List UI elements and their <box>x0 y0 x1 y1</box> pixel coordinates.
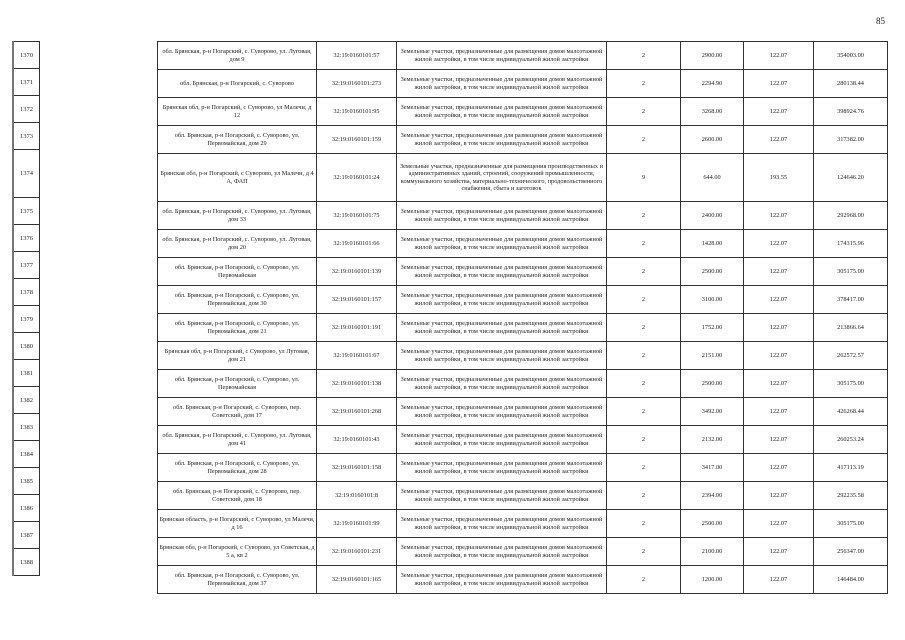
address-cell: обл. Брянская, р-н Погарский, с. Суворово, пер. Советский, дом 17 <box>158 398 317 426</box>
group-code-cell: 2 <box>607 314 681 342</box>
row-number-row <box>13 150 40 198</box>
row-number-row <box>13 198 40 225</box>
page-number: 85 <box>876 16 885 26</box>
cadastral-value-cell: 305175.00 <box>814 258 888 286</box>
cadastral-number-cell: 32:19:0160101:8 <box>317 482 397 510</box>
area-cell: 2400.00 <box>681 202 744 230</box>
area-cell: 644.00 <box>681 154 744 202</box>
land-use-description-cell: Земельные участки, предназначенные для размещения домов малоэтажной жилой застройки, в том числе индивидуальной жилой застройки <box>397 566 607 594</box>
group-code-cell: 2 <box>607 398 681 426</box>
address-cell: обл. Брянская, р-н Погарский, с. Суворово, ул. Первомайская, дом 21 <box>158 314 317 342</box>
cadastral-number-cell: 32:19:0160101:159 <box>317 126 397 154</box>
area-cell: 2294.90 <box>681 70 744 98</box>
table-row <box>158 230 888 258</box>
address-cell: обл. Брянская, р-н Погарский, с. Суворово, ул. Луговая, дом 9 <box>158 42 317 70</box>
address-cell: обл. Брянская, р-н Погарский, с. Суворово, ул. Луговая, дом 33 <box>158 202 317 230</box>
row-number-row <box>13 96 40 123</box>
cadastral-value-cell: 305175.00 <box>814 370 888 398</box>
land-use-description-cell: Земельные участки, предназначенные для размещения домов малоэтажной жилой застройки, в том числе индивидуальной жилой застройки <box>397 398 607 426</box>
table-row <box>158 538 888 566</box>
group-code-cell: 2 <box>607 98 681 126</box>
group-code-cell: 2 <box>607 342 681 370</box>
table-row <box>158 426 888 454</box>
area-cell: 2100.00 <box>681 538 744 566</box>
land-use-description-cell: Земельные участки, предназначенные для размещения домов малоэтажной жилой застройки, в том числе индивидуальной жилой застройки <box>397 314 607 342</box>
address-cell: обл. Брянская, р-н Погарский, с. Суворово, ул. Первомайская, дом 37 <box>158 566 317 594</box>
group-code-cell: 2 <box>607 454 681 482</box>
group-code-cell: 2 <box>607 538 681 566</box>
row-number-row <box>13 414 40 441</box>
group-code-cell: 2 <box>607 42 681 70</box>
table-row <box>158 286 888 314</box>
cadastral-rate-cell: 122.07 <box>744 482 814 510</box>
address-cell: Брянская обл, р-н Погарский, с Суворово, ул Луговая, дом 21 <box>158 342 317 370</box>
cadastral-value-cell: 354003.00 <box>814 42 888 70</box>
row-number-cell: 1379 <box>13 306 40 333</box>
row-number-row <box>13 42 40 69</box>
land-use-description-cell: Земельные участки, предназначенные для размещения домов малоэтажной жилой застройки, в том числе индивидуальной жилой застройки <box>397 454 607 482</box>
address-cell: обл. Брянская, р-н Погарский, с. Суворово, ул. Первомайская <box>158 370 317 398</box>
table-row <box>158 398 888 426</box>
row-number-row <box>13 333 40 360</box>
cadastral-value-cell: 260253.24 <box>814 426 888 454</box>
cadastral-rate-cell: 122.07 <box>744 314 814 342</box>
group-code-cell: 2 <box>607 126 681 154</box>
address-cell: Брянская обл, р-н Погарский, с Суворово, ул Советская, д 5 а, кв 2 <box>158 538 317 566</box>
cadastral-value-cell: 262572.57 <box>814 342 888 370</box>
cadastral-number-cell: 32:19:0160101:24 <box>317 154 397 202</box>
cadastral-rate-cell: 122.07 <box>744 42 814 70</box>
cadastral-number-cell: 32:19:0160101:75 <box>317 202 397 230</box>
cadastral-rate-cell: 122.07 <box>744 286 814 314</box>
table-row <box>158 342 888 370</box>
row-number-row <box>13 549 40 576</box>
address-cell: обл. Брянская, р-н Погарский, с. Суворово, ул. Первомайская, дом 29 <box>158 126 317 154</box>
group-code-cell: 2 <box>607 426 681 454</box>
cadastral-number-cell: 32:19:0160101:66 <box>317 230 397 258</box>
area-cell: 2132.00 <box>681 426 744 454</box>
row-number-row <box>13 522 40 549</box>
address-cell: обл. Брянская, р-н Погарский, с. Суворово, ул. Первомайская, дом 30 <box>158 286 317 314</box>
cadastral-value-cell: 378417.00 <box>814 286 888 314</box>
cadastral-number-cell: 32:19:0160101:158 <box>317 454 397 482</box>
row-number-row <box>13 495 40 522</box>
area-cell: 2500.00 <box>681 370 744 398</box>
address-cell: обл. Брянская, р-н Погарский, с. Суворово, ул. Луговая, дом 41 <box>158 426 317 454</box>
row-number-cell: 1370 <box>13 42 40 69</box>
area-cell: 2500.00 <box>681 258 744 286</box>
table-row <box>158 454 888 482</box>
cadastral-number-cell: 32:19:0160101:268 <box>317 398 397 426</box>
land-use-description-cell: Земельные участки, предназначенные для размещения домов малоэтажной жилой застройки, в том числе индивидуальной жилой застройки <box>397 258 607 286</box>
table-row <box>158 370 888 398</box>
cadastral-rate-cell: 122.07 <box>744 566 814 594</box>
cadastral-number-cell: 32:19:0160101:191 <box>317 314 397 342</box>
area-cell: 2151.00 <box>681 342 744 370</box>
row-number-cell: 1381 <box>13 360 40 387</box>
cadastral-value-cell: 292235.58 <box>814 482 888 510</box>
cadastral-number-cell: 32:19:0160101:157 <box>317 286 397 314</box>
area-cell: 3417.00 <box>681 454 744 482</box>
row-number-cell: 1386 <box>13 495 40 522</box>
cadastral-rate-cell: 122.07 <box>744 230 814 258</box>
cadastral-rate-cell: 122.07 <box>744 202 814 230</box>
group-code-cell: 2 <box>607 566 681 594</box>
row-number-row <box>13 360 40 387</box>
cadastral-number-cell: 32:19:0160101:99 <box>317 510 397 538</box>
area-cell: 2900.00 <box>681 42 744 70</box>
table-row <box>158 154 888 202</box>
cadastral-rate-cell: 122.07 <box>744 538 814 566</box>
area-cell: 1428.00 <box>681 230 744 258</box>
area-cell: 1752.00 <box>681 314 744 342</box>
table-row <box>158 126 888 154</box>
cadastral-number-cell: 32:19:0160101:95 <box>317 98 397 126</box>
row-number-cell: 1371 <box>13 69 40 96</box>
address-cell: обл. Брянская, р-н Погарский, с. Суворово <box>158 70 317 98</box>
group-code-cell: 2 <box>607 202 681 230</box>
land-use-description-cell: Земельные участки, предназначенные для размещения домов малоэтажной жилой застройки, в том числе индивидуальной жилой застройки <box>397 42 607 70</box>
row-number-row <box>13 225 40 252</box>
cadastral-value-cell: 213866.64 <box>814 314 888 342</box>
area-cell: 3100.00 <box>681 286 744 314</box>
row-number-row <box>13 306 40 333</box>
cadastral-number-cell: 32:19:0160101:43 <box>317 426 397 454</box>
land-use-description-cell: Земельные участки, предназначенные для размещения домов малоэтажной жилой застройки, в том числе индивидуальной жилой застройки <box>397 426 607 454</box>
cadastral-value-cell: 317382.00 <box>814 126 888 154</box>
row-number-row <box>13 69 40 96</box>
row-number-cell: 1374 <box>13 150 40 198</box>
group-code-cell: 2 <box>607 510 681 538</box>
land-use-description-cell: Земельные участки, предназначенные для размещения домов малоэтажной жилой застройки, в том числе индивидуальной жилой застройки <box>397 70 607 98</box>
table-row <box>158 510 888 538</box>
land-use-description-cell: Земельные участки, предназначенные для размещения домов малоэтажной жилой застройки, в том числе индивидуальной жилой застройки <box>397 286 607 314</box>
land-use-description-cell: Земельные участки, предназначенные для размещения домов малоэтажной жилой застройки, в том числе индивидуальной жилой застройки <box>397 510 607 538</box>
cadastral-rate-cell: 122.07 <box>744 370 814 398</box>
cadastral-rate-cell: 122.07 <box>744 70 814 98</box>
row-number-cell: 1383 <box>13 414 40 441</box>
row-number-cell: 1388 <box>13 549 40 576</box>
cadastral-number-cell: 32:19:0160101:165 <box>317 566 397 594</box>
cadastral-rate-cell: 193.55 <box>744 154 814 202</box>
cadastral-rate-cell: 122.07 <box>744 126 814 154</box>
table-row <box>158 202 888 230</box>
row-number-row <box>13 123 40 150</box>
area-cell: 2500.00 <box>681 510 744 538</box>
cadastral-number-cell: 32:19:0160101:273 <box>317 70 397 98</box>
cadastral-value-cell: 146484.00 <box>814 566 888 594</box>
cadastral-rate-cell: 122.07 <box>744 258 814 286</box>
table-row <box>158 98 888 126</box>
table-row <box>158 482 888 510</box>
cadastral-number-cell: 32:19:0160101:57 <box>317 42 397 70</box>
row-number-cell: 1385 <box>13 468 40 495</box>
row-number-row <box>13 387 40 414</box>
land-use-description-cell: Земельные участки, предназначенные для размещения производственных и административных зданий, строений, сооружений промышленности, коммунального хозяйства, материально-технического, продовольственного снабжения, сбыта и заготовок <box>397 154 607 202</box>
group-code-cell: 2 <box>607 286 681 314</box>
group-code-cell: 2 <box>607 258 681 286</box>
cadastral-value-cell: 124646.20 <box>814 154 888 202</box>
cadastral-rate-cell: 122.07 <box>744 454 814 482</box>
group-code-cell: 2 <box>607 70 681 98</box>
address-cell: обл. Брянская, р-н Погарский, с. Суворово, пер. Советский, дом 18 <box>158 482 317 510</box>
cadastral-rate-cell: 122.07 <box>744 510 814 538</box>
row-number-cell: 1372 <box>13 96 40 123</box>
cadastral-rate-cell: 122.07 <box>744 342 814 370</box>
row-number-cell: 1373 <box>13 123 40 150</box>
cadastral-number-cell: 32:19:0160101:231 <box>317 538 397 566</box>
cadastral-number-cell: 32:19:0160101:138 <box>317 370 397 398</box>
land-use-description-cell: Земельные участки, предназначенные для размещения домов малоэтажной жилой застройки, в том числе индивидуальной жилой застройки <box>397 98 607 126</box>
address-cell: Брянская область, р-н Погарский, с Суворово, ул Малечи, д 16 <box>158 510 317 538</box>
row-number-cell: 1382 <box>13 387 40 414</box>
area-cell: 3268.00 <box>681 98 744 126</box>
row-number-cell: 1377 <box>13 252 40 279</box>
row-number-cell: 1378 <box>13 279 40 306</box>
land-use-description-cell: Земельные участки, предназначенные для размещения домов малоэтажной жилой застройки, в том числе индивидуальной жилой застройки <box>397 538 607 566</box>
land-use-description-cell: Земельные участки, предназначенные для размещения домов малоэтажной жилой застройки, в том числе индивидуальной жилой застройки <box>397 482 607 510</box>
cadastral-value-cell: 417113.19 <box>814 454 888 482</box>
group-code-cell: 2 <box>607 482 681 510</box>
row-number-row <box>13 279 40 306</box>
row-number-cell: 1375 <box>13 198 40 225</box>
row-number-cell: 1384 <box>13 441 40 468</box>
row-number-row <box>13 252 40 279</box>
row-number-cell: 1387 <box>13 522 40 549</box>
area-cell: 3492.00 <box>681 398 744 426</box>
group-code-cell: 9 <box>607 154 681 202</box>
cadastral-value-cell: 256347.00 <box>814 538 888 566</box>
cadastral-value-cell: 305175.00 <box>814 510 888 538</box>
address-cell: Брянская обл, р-н Погарский, с Суворово, ул Малечи, д 12 <box>158 98 317 126</box>
address-cell: обл. Брянская, р-н Погарский, с. Суворово, ул. Первомайская, дом 28 <box>158 454 317 482</box>
group-code-cell: 2 <box>607 370 681 398</box>
table-row <box>158 258 888 286</box>
address-cell: обл. Брянская, р-н Погарский, с. Суворово, ул. Луговая, дом 20 <box>158 230 317 258</box>
cadastral-rate-cell: 122.07 <box>744 398 814 426</box>
cadastral-number-cell: 32:19:0160101:67 <box>317 342 397 370</box>
table-row <box>158 314 888 342</box>
cadastral-rate-cell: 122.07 <box>744 426 814 454</box>
cadastral-value-cell: 398924.76 <box>814 98 888 126</box>
area-cell: 2600.00 <box>681 126 744 154</box>
address-cell: обл. Брянская, р-н Погарский, с. Суворово, ул. Первомайская <box>158 258 317 286</box>
land-parcel-table <box>157 41 888 594</box>
area-cell: 2394.00 <box>681 482 744 510</box>
row-number-cell: 1376 <box>13 225 40 252</box>
table-row <box>158 566 888 594</box>
land-use-description-cell: Земельные участки, предназначенные для размещения домов малоэтажной жилой застройки, в том числе индивидуальной жилой застройки <box>397 370 607 398</box>
land-use-description-cell: Земельные участки, предназначенные для размещения домов малоэтажной жилой застройки, в том числе индивидуальной жилой застройки <box>397 126 607 154</box>
row-number-column <box>12 41 40 576</box>
cadastral-number-cell: 32:19:0160101:139 <box>317 258 397 286</box>
row-number-row <box>13 468 40 495</box>
row-number-row <box>13 441 40 468</box>
table-row <box>158 42 888 70</box>
row-number-cell: 1380 <box>13 333 40 360</box>
cadastral-rate-cell: 122.07 <box>744 98 814 126</box>
cadastral-value-cell: 292968.00 <box>814 202 888 230</box>
land-use-description-cell: Земельные участки, предназначенные для размещения домов малоэтажной жилой застройки, в том числе индивидуальной жилой застройки <box>397 230 607 258</box>
land-use-description-cell: Земельные участки, предназначенные для размещения домов малоэтажной жилой застройки, в том числе индивидуальной жилой застройки <box>397 342 607 370</box>
cadastral-value-cell: 280138.44 <box>814 70 888 98</box>
group-code-cell: 2 <box>607 230 681 258</box>
land-use-description-cell: Земельные участки, предназначенные для размещения домов малоэтажной жилой застройки, в том числе индивидуальной жилой застройки <box>397 202 607 230</box>
address-cell: Брянская обл, р-н Погарский, с Суворово, ул Малечи, д 4 А, ФАП <box>158 154 317 202</box>
table-row <box>158 70 888 98</box>
cadastral-value-cell: 426268.44 <box>814 398 888 426</box>
area-cell: 1200.00 <box>681 566 744 594</box>
cadastral-value-cell: 174315.96 <box>814 230 888 258</box>
